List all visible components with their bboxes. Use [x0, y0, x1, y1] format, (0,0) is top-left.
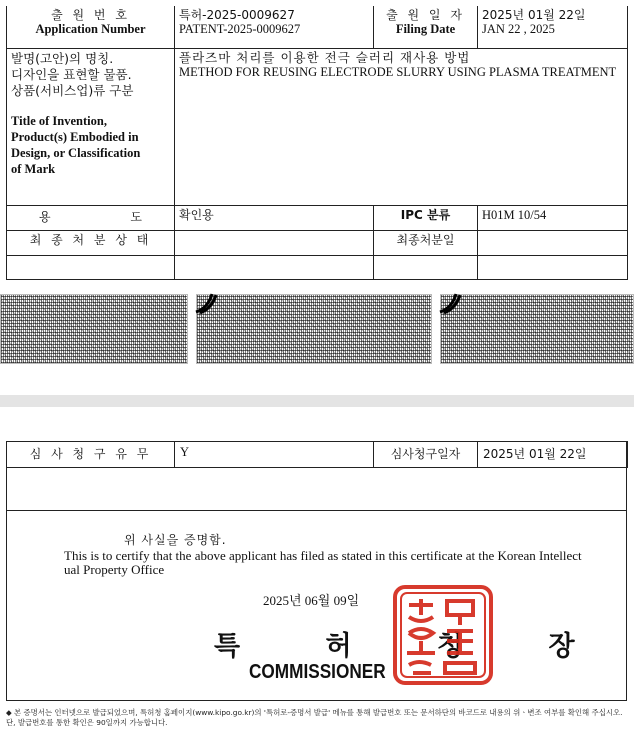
certify-statement-kr: 위 사실을 증명함.: [124, 533, 227, 547]
ipc-value: H01M 10/54: [478, 205, 628, 230]
empty-cell: [374, 255, 478, 279]
office-name-kr: 특 허 청 장: [214, 631, 613, 662]
exam-request-value: Y: [175, 442, 374, 468]
page-break-band: [0, 395, 634, 407]
frame-line: [6, 510, 627, 511]
final-date-label: 최종처분일: [374, 230, 478, 255]
title-label: 발명(고안)의 명칭. 디자인을 표현할 물품. 상품(서비스업)류 구분 Title of Invention, Product(s) Embodied in Design, or Classification of Mark: [7, 48, 175, 205]
usage-label: 용 도: [7, 205, 175, 230]
filing-date-label: 출 원 일 자 Filing Date: [374, 6, 478, 48]
usage-value: 확인용: [175, 205, 374, 230]
commissioner-title: COMMISSIONER: [249, 661, 386, 683]
exam-request-date-label: 심사청구일자: [374, 442, 478, 468]
barcode-block: [196, 294, 432, 364]
empty-cell: [7, 255, 175, 279]
verification-footnote: ◆ 본 증명서는 인터넷으로 발급되었으며, 특허청 홈페이지(www.kipo.go.kr)의 '특허로-증명서 발급' 메뉴를 통해 발급번호 또는 문서하단의 바코드로 내용의 위ㆍ변조 여부를 확인해 주십시오. 단, 발급번호를 통한 확인은 90일까지 가능합니다.: [6, 708, 623, 727]
empty-cell: [175, 255, 374, 279]
application-info-table: [6, 6, 628, 280]
frame-line: [6, 700, 627, 701]
application-number-value: 특허-2025-0009627 PATENT-2025-0009627: [175, 6, 374, 48]
ipc-label: IPC 분류: [374, 205, 478, 230]
examination-table: [6, 441, 628, 468]
application-number-label: 출 원 번 호 Application Number: [7, 6, 175, 48]
final-status-label: 최 종 처 분 상 태: [7, 230, 175, 255]
filing-date-value: 2025년 01월 22일 JAN 22 , 2025: [478, 6, 628, 48]
frame-line: [626, 441, 627, 701]
exam-request-date-value: 2025년 01월 22일: [478, 442, 628, 468]
kipo-swirl-icon: [194, 292, 220, 314]
kipo-swirl-icon: [438, 292, 464, 314]
barcode-block: [440, 294, 634, 364]
final-status-value: [175, 230, 374, 255]
certify-statement-en: This is to certify that the above applicant has filed as stated in this certificate at the Korean Intellectual Property Office: [64, 548, 582, 577]
security-barcode-band: [0, 292, 634, 366]
certificate-date: 2025년 06월 09일: [263, 593, 360, 608]
barcode-block: [0, 294, 188, 364]
frame-line: [6, 441, 7, 701]
exam-request-label: 심 사 청 구 유 무: [7, 442, 175, 468]
official-seal-icon: [391, 583, 495, 687]
empty-cell: [478, 255, 628, 279]
final-date-value: [478, 230, 628, 255]
title-value: 플라즈마 처리를 이용한 전극 슬러리 재사용 방법 METHOD FOR REUSING ELECTRODE SLURRY USING PLASMA TREATMENT: [175, 48, 628, 205]
